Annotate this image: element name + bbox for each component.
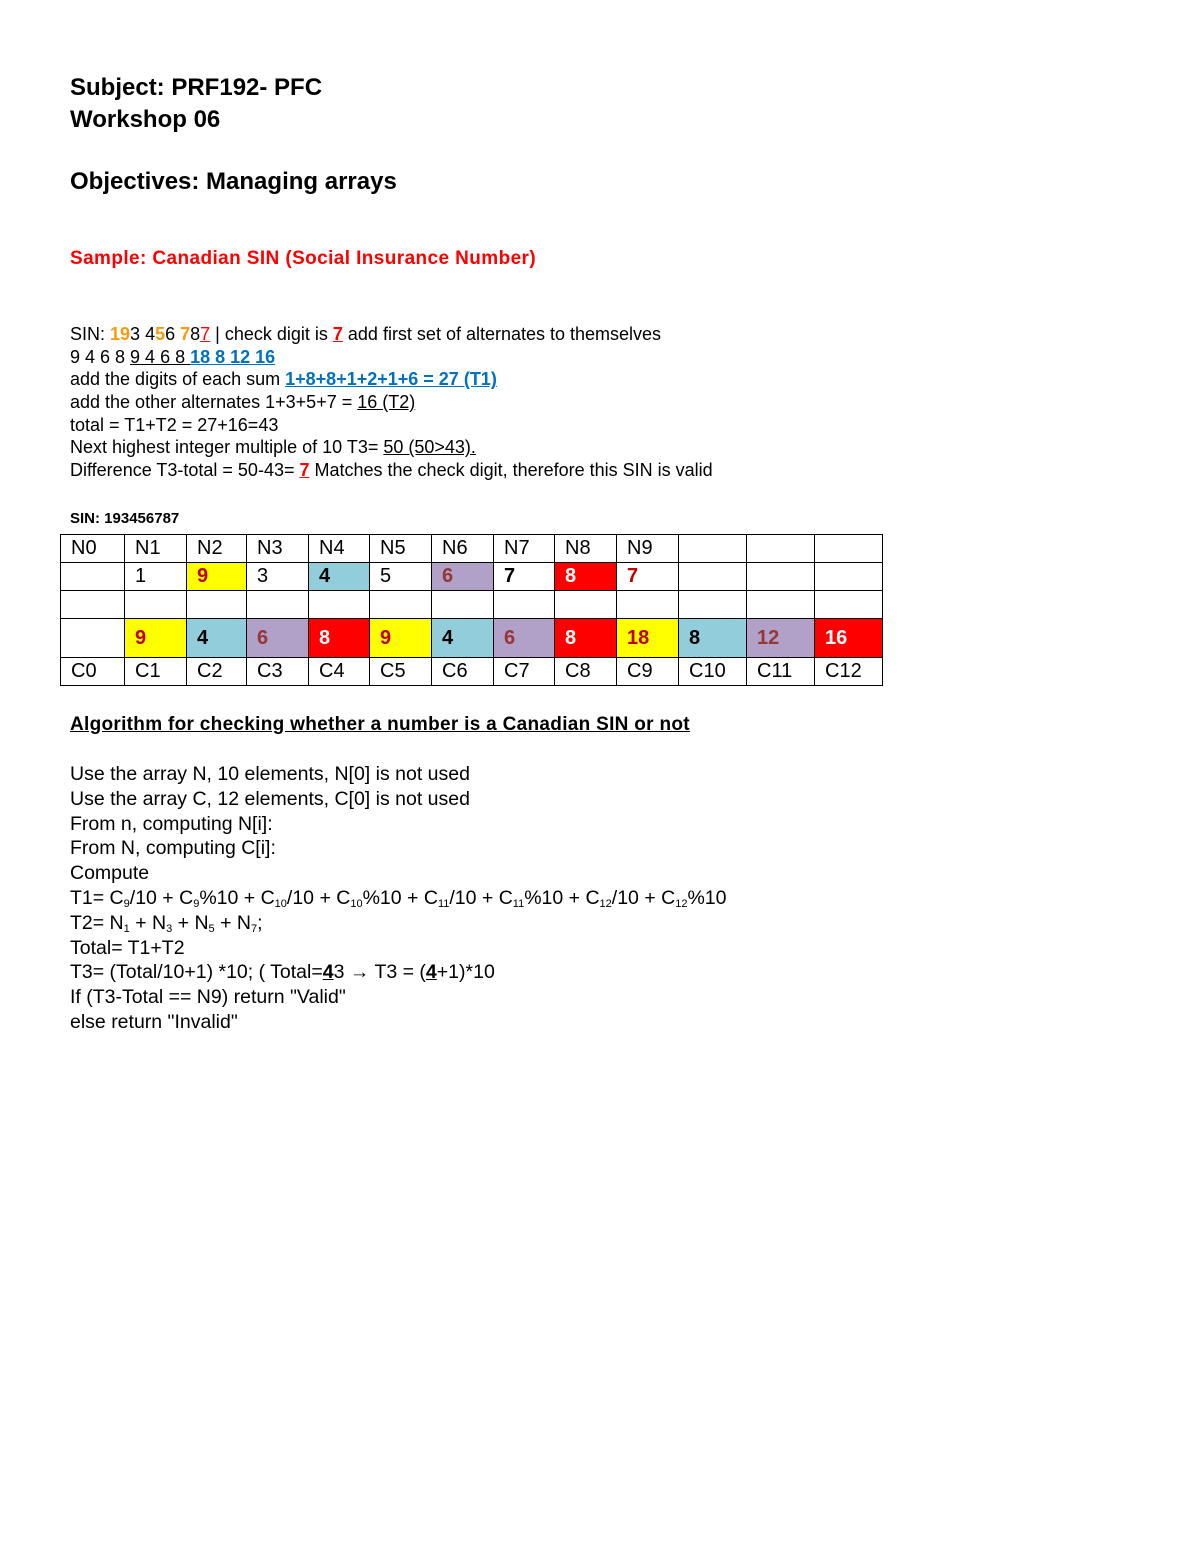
table-cell: C8 xyxy=(555,658,617,686)
table-cell: 4 xyxy=(432,619,494,658)
text: + N xyxy=(214,911,251,934)
table-cell xyxy=(679,591,747,619)
empty-row xyxy=(61,591,883,619)
sin-label: SIN: 193456787 xyxy=(70,510,180,527)
t1-formula-line xyxy=(70,886,727,911)
table-cell: 6 xyxy=(432,563,494,591)
t1-formula: 1+8+8+1+2+1+6 = 27 (T1) xyxy=(285,369,497,390)
table-cell xyxy=(61,619,125,658)
algorithm-line: From n, computing N[i]: xyxy=(70,812,273,835)
text: %10 + C xyxy=(362,886,438,909)
table-cell: 5 xyxy=(370,563,432,591)
subscript: 7 xyxy=(250,922,258,935)
text: Next highest integer multiple of 10 T3= xyxy=(70,437,384,458)
check-digit-highlight: 7 xyxy=(332,324,343,344)
table-cell xyxy=(747,535,815,563)
text: add the digits of each sum xyxy=(70,369,286,390)
table-cell xyxy=(679,563,747,591)
t2-formula-line xyxy=(70,911,727,936)
text: %10 xyxy=(687,886,727,909)
table-cell: 8 xyxy=(555,563,617,591)
text: /10 + C xyxy=(611,886,676,909)
workshop-heading: Workshop 06 xyxy=(70,106,221,133)
table-cell: 1 xyxy=(125,563,187,591)
table-cell: 8 xyxy=(309,619,370,658)
table-cell: N6 xyxy=(432,535,494,563)
table-cell: N1 xyxy=(125,535,187,563)
sample-title: Sample: Canadian SIN (Social Insurance Number) xyxy=(70,248,537,269)
subscript: 10 xyxy=(350,897,363,910)
text: 4 xyxy=(425,961,437,984)
text: T2= N xyxy=(70,911,124,934)
table-cell: N2 xyxy=(187,535,247,563)
table-cell xyxy=(432,591,494,619)
table-cell xyxy=(125,591,187,619)
text: SIN: xyxy=(70,324,111,344)
table-cell: C6 xyxy=(432,658,494,686)
subscript: 9 xyxy=(193,897,200,910)
digit: 5 xyxy=(155,324,166,344)
table-cell: C9 xyxy=(617,658,679,686)
explanation-line-3 xyxy=(70,368,713,391)
t3-value: 50 (50>43). xyxy=(383,437,476,458)
digit: 6 xyxy=(165,324,181,344)
table-cell: 3 xyxy=(247,563,309,591)
digit: 9 xyxy=(120,324,131,344)
text: /10 + C xyxy=(286,886,351,909)
difference-value: 7 xyxy=(299,460,310,481)
t3-formula-line xyxy=(70,960,727,985)
table-cell: 4 xyxy=(187,619,247,658)
table-cell: 9 xyxy=(370,619,432,658)
algorithm-line: If (T3-Total == N9) return "Valid" xyxy=(70,986,346,1009)
subscript: 10 xyxy=(274,897,287,910)
text: + N xyxy=(172,911,209,934)
explanation-block xyxy=(70,323,713,482)
explanation-line-4 xyxy=(70,391,713,414)
subscript: 1 xyxy=(123,922,130,935)
document-page xyxy=(70,72,1130,1033)
arrow-right-icon: → xyxy=(349,961,370,984)
text: +1)*10 xyxy=(436,961,495,984)
sin-array-table xyxy=(60,534,883,686)
algorithm-title: Algorithm for checking whether a number is a Canadian SIN or not xyxy=(70,714,690,735)
algorithm-line: Compute xyxy=(70,862,150,885)
text: Matches the check digit, therefore this SIN is valid xyxy=(309,460,713,481)
subscript: 11 xyxy=(512,897,525,910)
table-cell: 7 xyxy=(494,563,555,591)
table-cell: 8 xyxy=(679,619,747,658)
table-cell xyxy=(247,591,309,619)
table-cell xyxy=(370,591,432,619)
table-cell: C10 xyxy=(679,658,747,686)
n-value-row xyxy=(61,563,883,591)
text: + N xyxy=(129,911,167,934)
explanation-line-7 xyxy=(70,459,713,482)
table-cell: N9 xyxy=(617,535,679,563)
table-cell: C12 xyxy=(815,658,883,686)
subscript: 11 xyxy=(437,897,450,910)
c-value-row xyxy=(61,619,883,658)
text: 9 4 6 8 xyxy=(130,346,191,367)
table-cell xyxy=(187,591,247,619)
table-cell: 4 xyxy=(309,563,370,591)
text: add first set of alternates to themselves xyxy=(342,324,662,344)
digit: 7 xyxy=(180,324,191,344)
subscript: 9 xyxy=(123,897,130,910)
table-cell: 16 xyxy=(815,619,883,658)
table-cell: 12 xyxy=(747,619,815,658)
n-header-row xyxy=(61,535,883,563)
table-cell: N8 xyxy=(555,535,617,563)
table-cell: 9 xyxy=(125,619,187,658)
subscript: 5 xyxy=(208,922,215,935)
table-cell xyxy=(494,591,555,619)
table-cell xyxy=(815,535,883,563)
digit: 4 xyxy=(140,324,156,344)
subscript: 12 xyxy=(599,897,612,910)
table-cell xyxy=(555,591,617,619)
text: add the other alternates 1+3+5+7 = xyxy=(70,392,358,413)
text: 3 xyxy=(333,961,350,984)
table-cell: 6 xyxy=(247,619,309,658)
table-cell: N3 xyxy=(247,535,309,563)
table-cell: N4 xyxy=(309,535,370,563)
table-cell: C7 xyxy=(494,658,555,686)
table-cell xyxy=(309,591,370,619)
explanation-line-5: total = T1+T2 = 27+16=43 xyxy=(70,414,279,435)
table-cell: N5 xyxy=(370,535,432,563)
objectives-heading: Objectives: Managing arrays xyxy=(70,168,397,195)
text: /10 + C xyxy=(129,886,194,909)
text: /10 + C xyxy=(449,886,513,909)
subscript: 3 xyxy=(166,922,173,935)
algorithm-line: Total= T1+T2 xyxy=(70,936,185,959)
table-cell: C5 xyxy=(370,658,432,686)
table-cell: N7 xyxy=(494,535,555,563)
table-cell xyxy=(61,563,125,591)
subject-heading: Subject: PRF192- PFC xyxy=(70,74,323,101)
table-cell: 18 xyxy=(617,619,679,658)
text: ; xyxy=(257,911,263,934)
algorithm-line: Use the array C, 12 elements, C[0] is not used xyxy=(70,787,470,810)
algorithm-line: else return "Invalid" xyxy=(70,1010,238,1033)
t2-value: 16 (T2) xyxy=(357,392,416,413)
text: %10 + C xyxy=(199,886,275,909)
text: T3= (Total/10+1) *10; ( Total= xyxy=(70,961,323,984)
text: | check digit is xyxy=(210,324,333,344)
table-cell: C2 xyxy=(187,658,247,686)
table-cell: C1 xyxy=(125,658,187,686)
table-cell xyxy=(747,563,815,591)
table-cell: C0 xyxy=(61,658,125,686)
table-cell: C3 xyxy=(247,658,309,686)
algorithm-line: Use the array N, 10 elements, N[0] is not used xyxy=(70,763,470,785)
table-cell xyxy=(815,591,883,619)
subscript: 12 xyxy=(675,897,688,910)
c-header-row xyxy=(61,658,883,686)
text: Difference T3-total = 50-43= xyxy=(70,460,300,481)
algorithm-line: From N, computing C[i]: xyxy=(70,837,276,860)
digit: 1 xyxy=(110,324,121,344)
table-cell: N0 xyxy=(61,535,125,563)
table-cell: C11 xyxy=(747,658,815,686)
table-cell xyxy=(61,591,125,619)
explanation-line-2 xyxy=(70,346,713,369)
table-cell: 8 xyxy=(555,619,617,658)
text: 9 4 6 8 xyxy=(70,346,131,367)
table-cell: 7 xyxy=(617,563,679,591)
digit: 3 xyxy=(130,324,141,344)
text: %10 + C xyxy=(524,886,600,909)
algorithm-block xyxy=(70,762,727,1035)
text: T1= C xyxy=(70,886,124,909)
sum-values: 18 8 12 16 xyxy=(190,346,276,367)
table-cell xyxy=(747,591,815,619)
table-cell: C4 xyxy=(309,658,370,686)
table-cell: 6 xyxy=(494,619,555,658)
table-cell xyxy=(815,563,883,591)
table-cell: 9 xyxy=(187,563,247,591)
digit: 8 xyxy=(190,324,201,344)
explanation-line-6 xyxy=(70,436,713,459)
table-cell xyxy=(617,591,679,619)
explanation-line-1 xyxy=(70,323,713,346)
table-cell xyxy=(679,535,747,563)
text: T3 = ( xyxy=(369,961,426,984)
check-digit: 7 xyxy=(200,324,211,344)
text: 4 xyxy=(322,961,334,984)
